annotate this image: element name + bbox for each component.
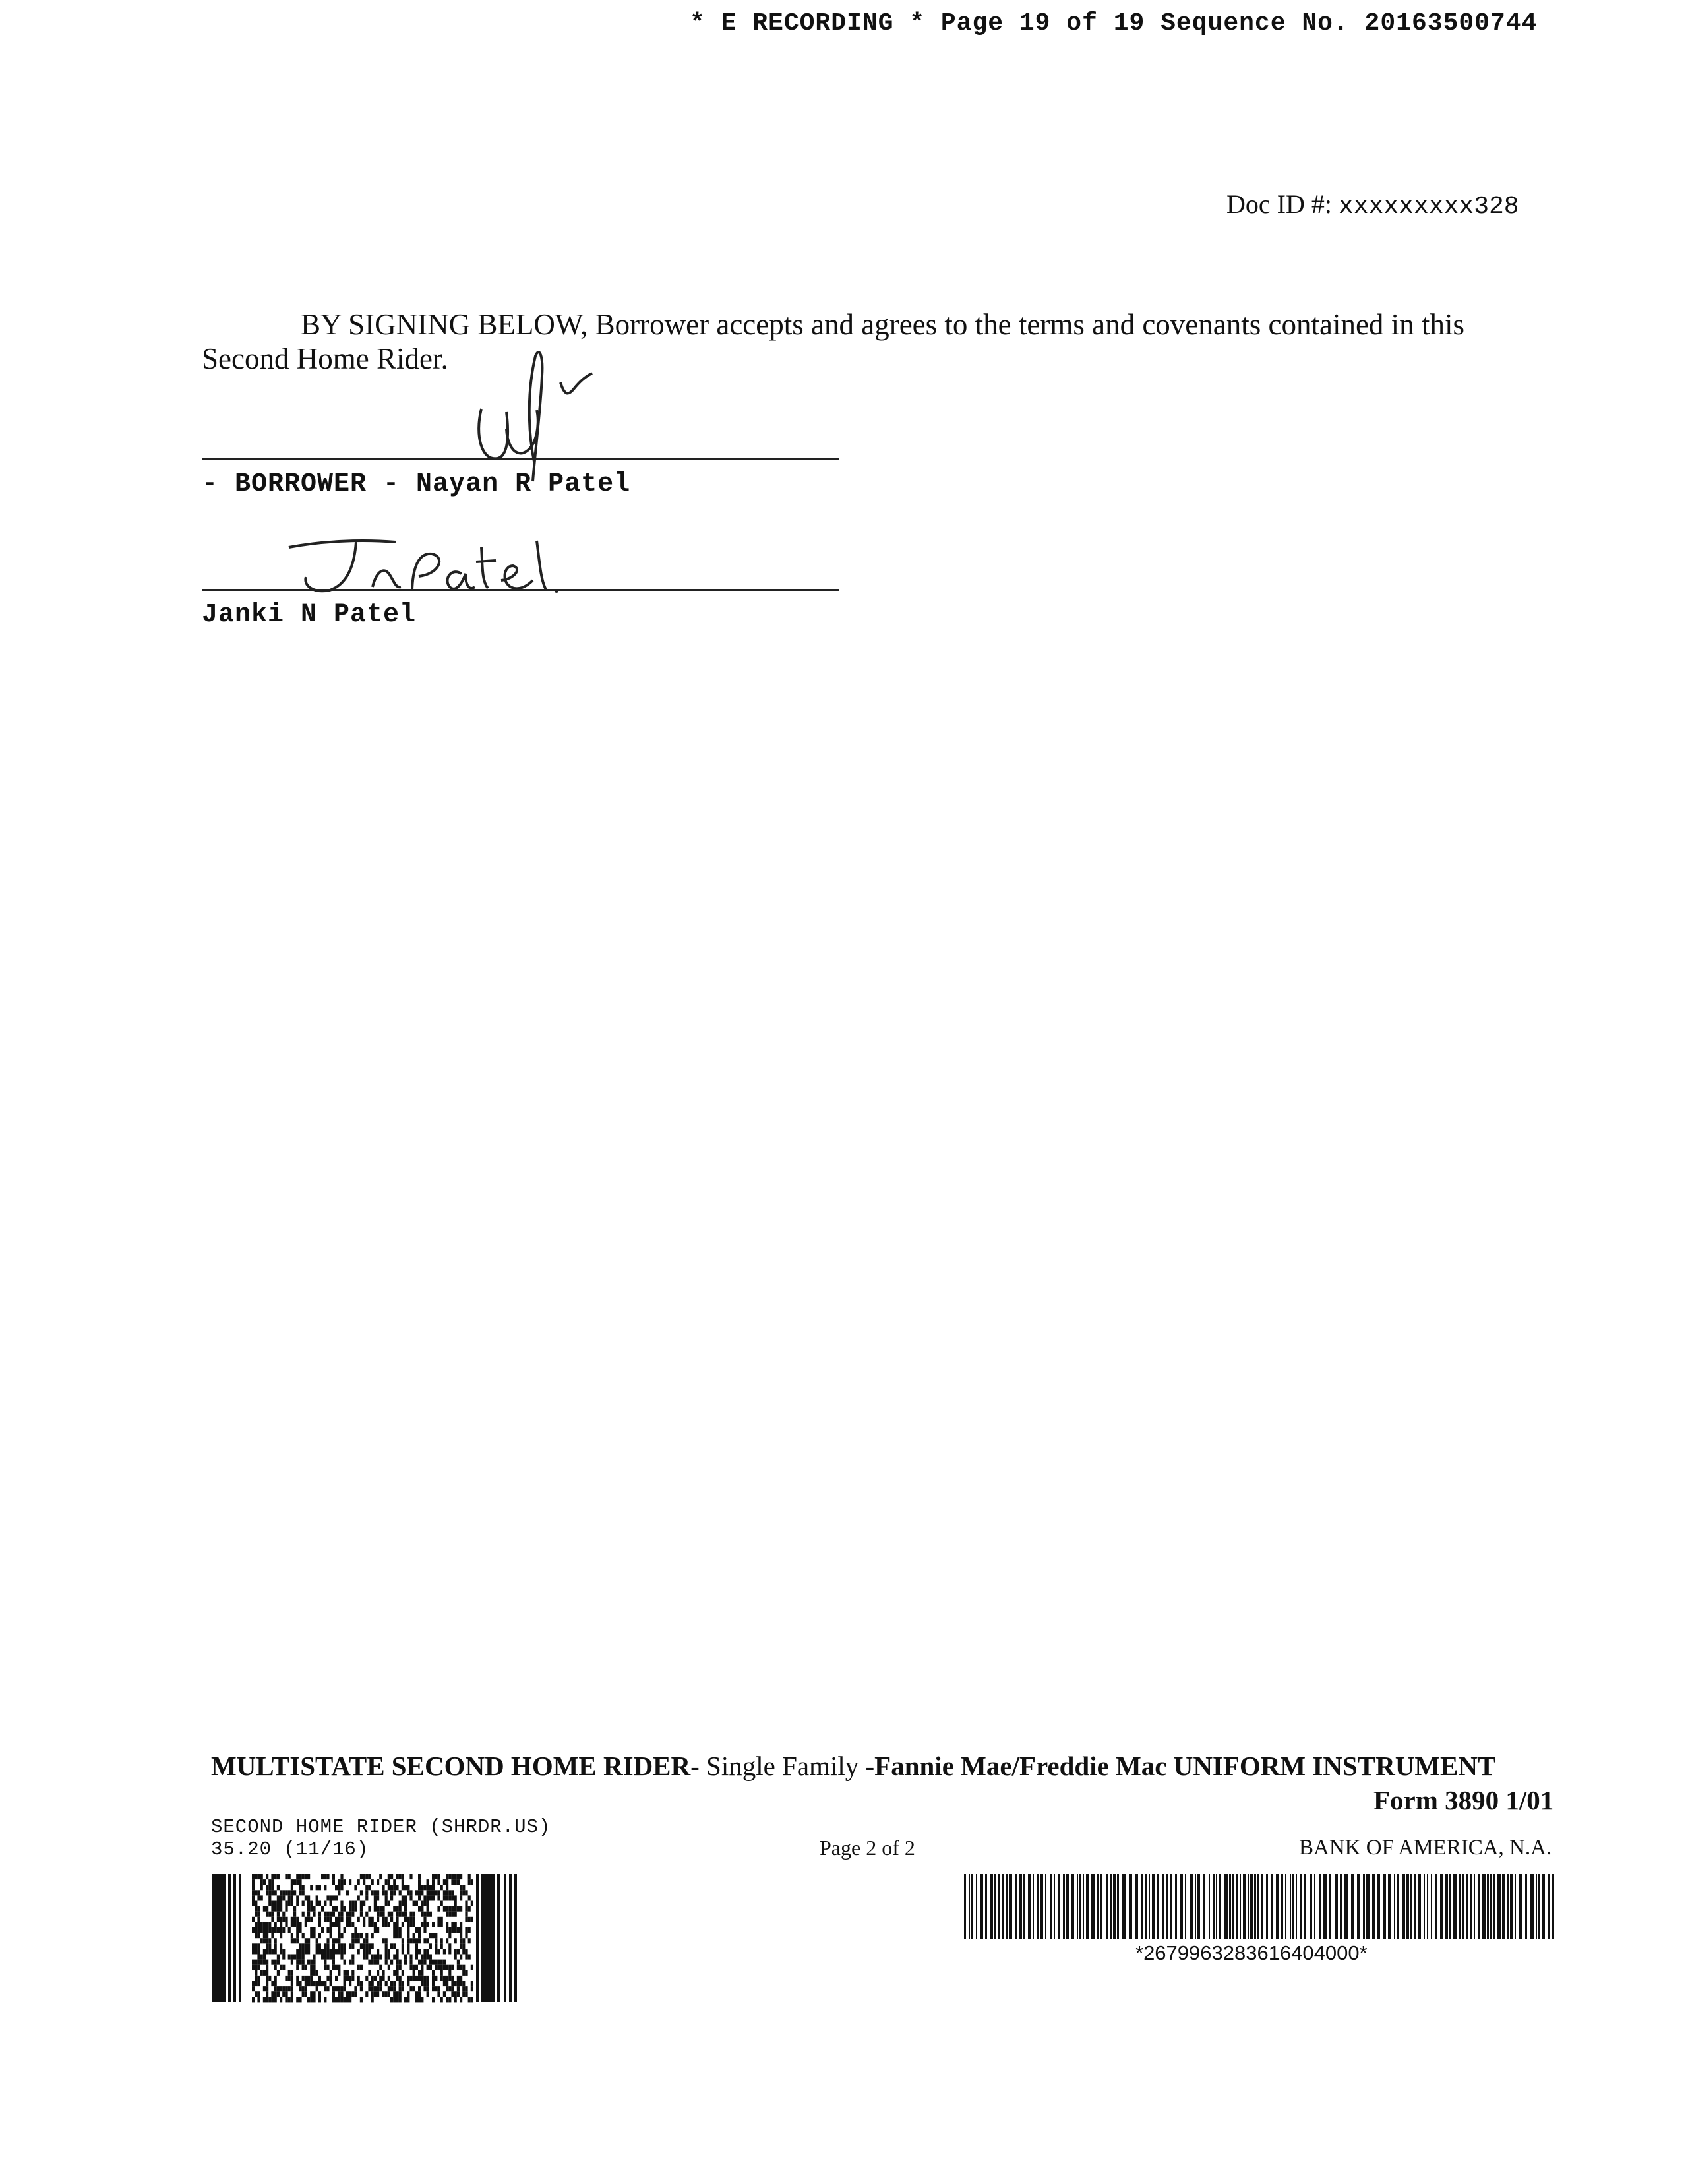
doc-id-label: Doc ID #:: [1226, 189, 1332, 219]
statement-line-2: Second Home Rider.: [202, 342, 448, 375]
statement-line-1: BY SIGNING BELOW, Borrower accepts and agrees to the terms and covenants contained in this: [301, 308, 1464, 341]
handwritten-signature-nayan: [462, 349, 607, 481]
borrower-signature-line-1: [202, 458, 839, 460]
form-code: SECOND HOME RIDER (SHRDR.US): [211, 1816, 551, 1838]
page-number: Page 2 of 2: [820, 1836, 915, 1860]
form-number: Form 3890 1/01: [1373, 1785, 1554, 1815]
pdf417-barcode: [212, 1874, 539, 2002]
lender-name: BANK OF AMERICA, N.A.: [1299, 1836, 1552, 1860]
borrower-2-caption: Janki N Patel: [202, 600, 417, 630]
rider-title: [211, 1750, 1495, 1782]
borrower-signature-line-2: [202, 589, 839, 591]
barcode-value: *2679963283616404000*: [1135, 1941, 1368, 1964]
recording-header: * E RECORDING * Page 19 of 19 Sequence No. 20163500744: [690, 9, 1538, 38]
doc-id: [1226, 189, 1519, 221]
rider-title-main: MULTISTATE SECOND HOME RIDER: [211, 1751, 691, 1781]
linear-barcode: [964, 1874, 1557, 1939]
borrower-1-caption: - BORROWER - Nayan R Patel: [202, 470, 631, 499]
rider-title-instrument: Fannie Mae/Freddie Mac UNIFORM INSTRUMENT: [874, 1751, 1496, 1781]
doc-id-value: xxxxxxxxx328: [1338, 193, 1519, 221]
signing-statement: [202, 307, 1547, 376]
form-version: 35.20 (11/16): [211, 1838, 369, 1860]
rider-title-type: - Single Family -: [690, 1751, 875, 1781]
